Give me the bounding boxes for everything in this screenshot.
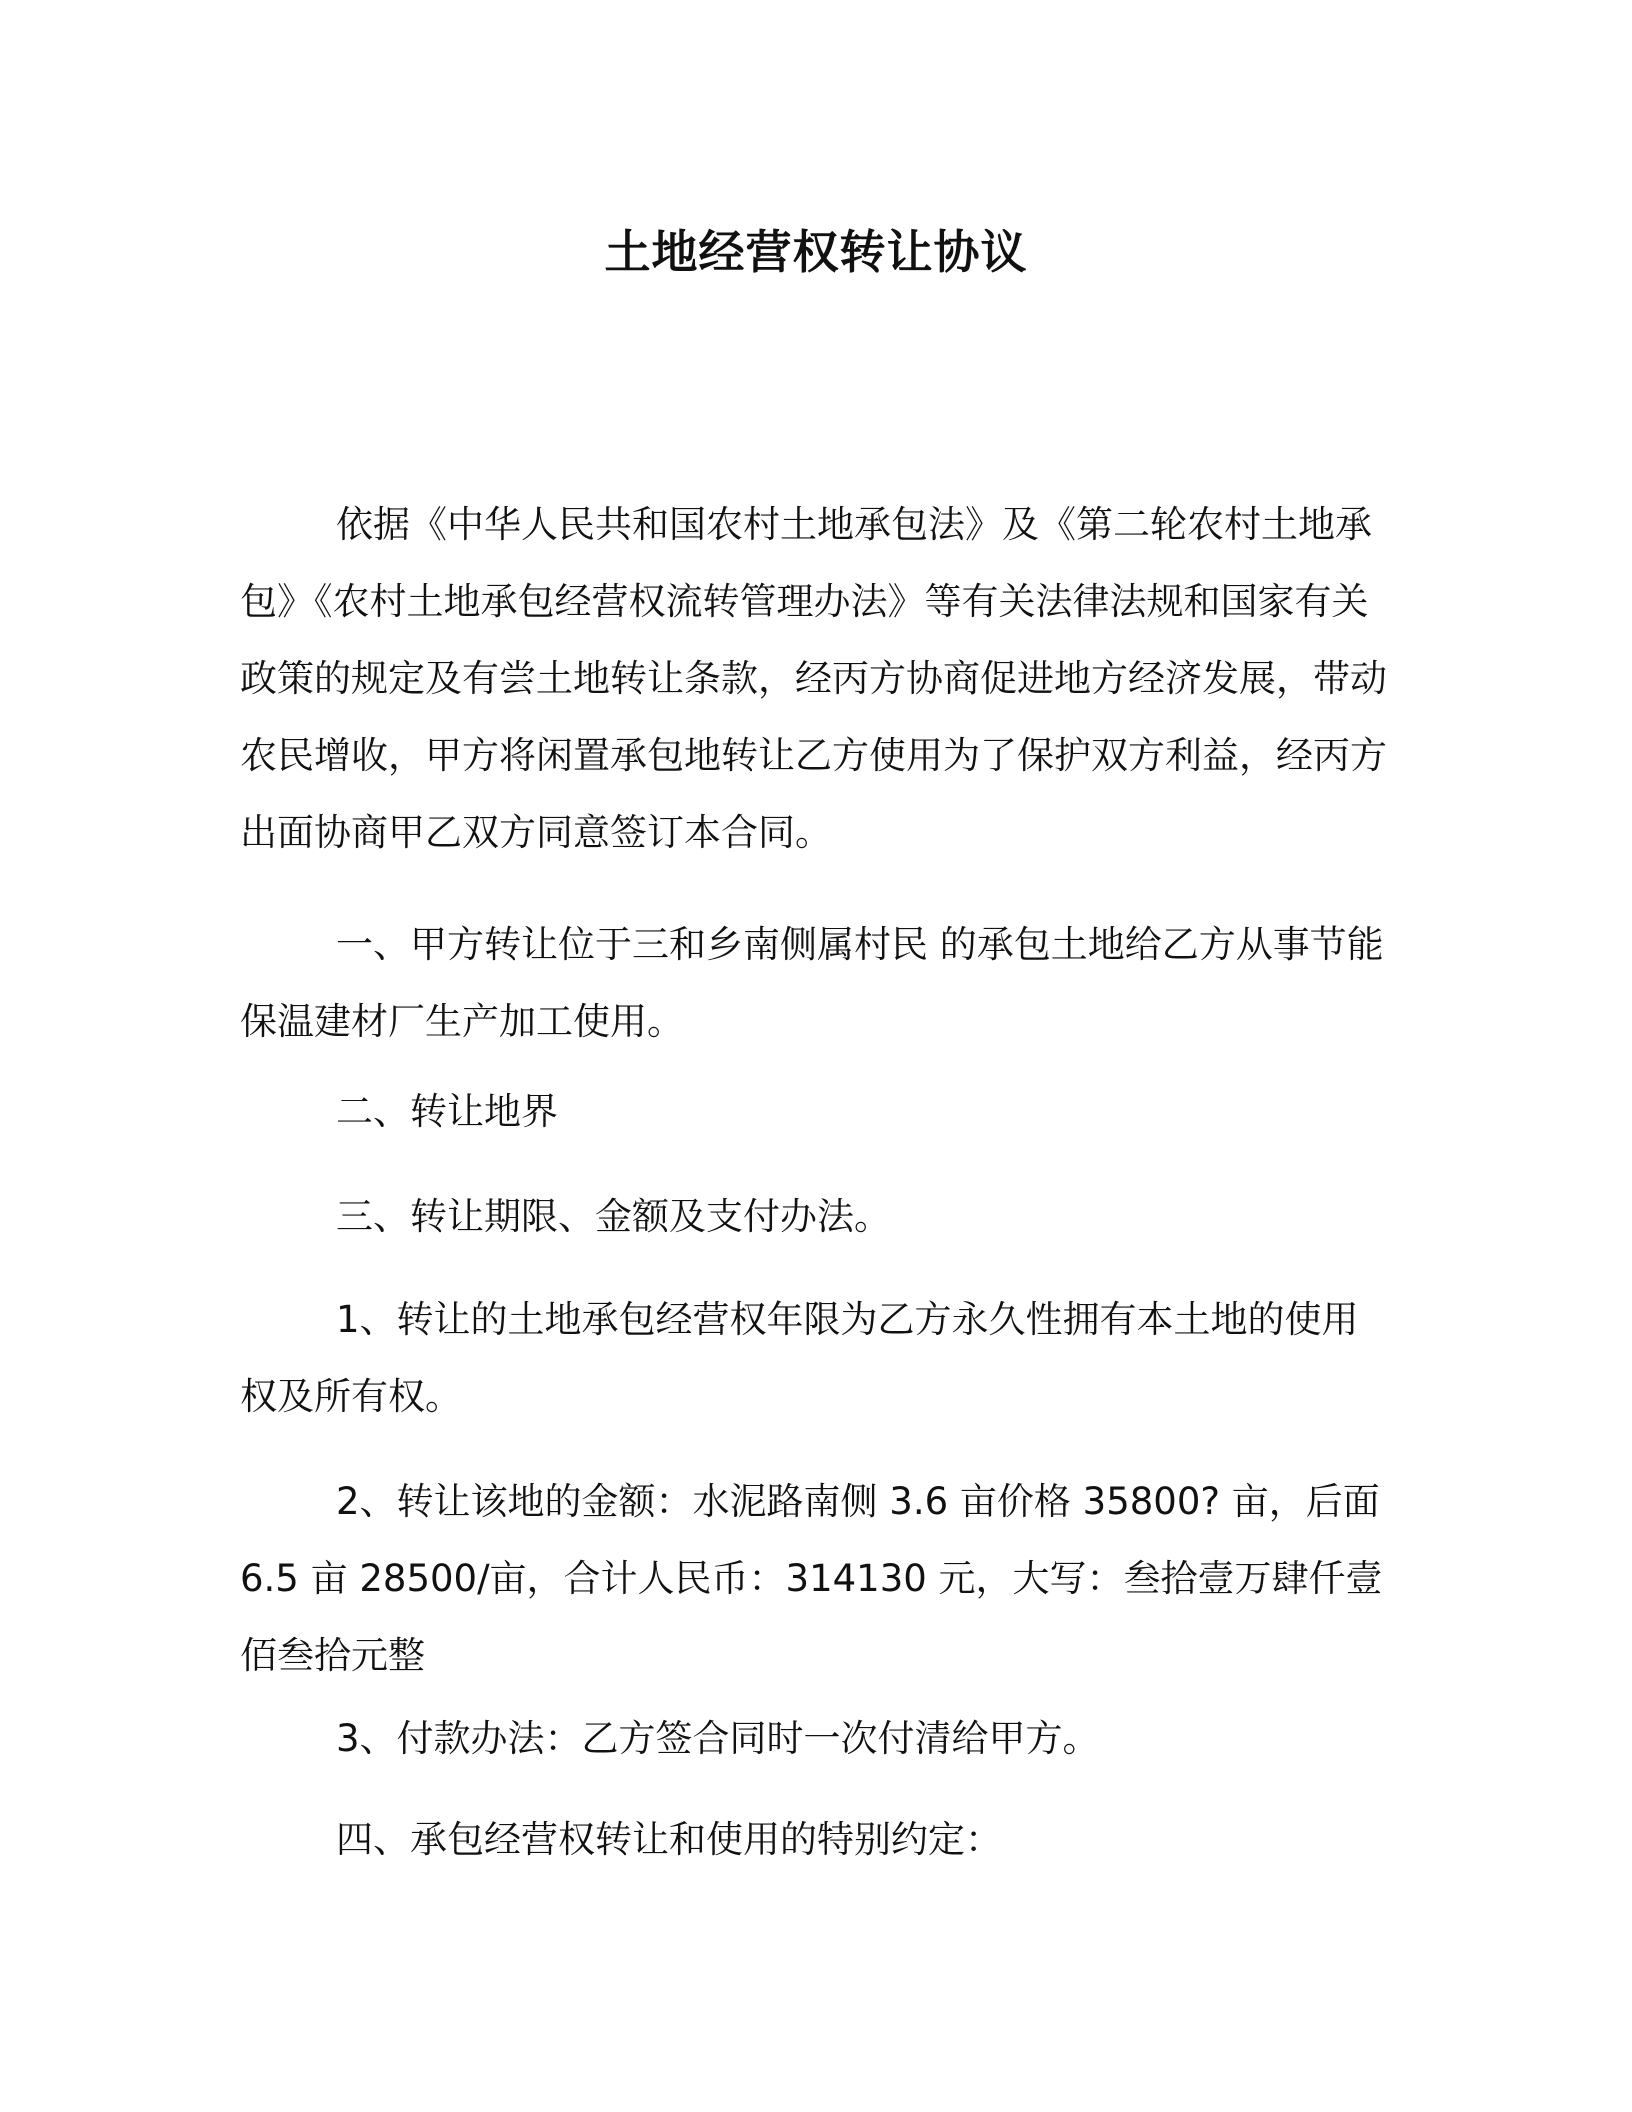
paragraph-clause-4: 四、承包经营权转让和使用的特别约定：	[336, 1818, 1002, 1861]
paragraph-clause-3-3: 3、付款办法：乙方签合同时一次付清给甲方。	[336, 1717, 1100, 1760]
paragraph-clause-2: 二、转让地界	[336, 1090, 558, 1133]
paragraph-clause-3-2: 2、转让该地的金额：水泥路南侧 3.6 亩价格 35800? 亩，后面 6.5 亩 28500/亩，合计人民币：314130 元，大写：叁拾壹万肆仟壹佰叁拾元整	[240, 1480, 1383, 1677]
paragraph-intro: 依据《中华人民共和国农村土地承包法》及《第二轮农村土地承包》《农村土地承包经营权流转管理办法》等有关法律法规和国家有关政策的规定及有尝土地转让条款，经丙方协商促进地方经济发展，带动农民增收，甲方将闲置承包地转让乙方使用为了保护双方利益，经丙方出面协商甲乙双方同意签订本合同。	[240, 503, 1387, 854]
paragraph-clause-1: 一、甲方转让位于三和乡南侧属村民 的承包土地给乙方从事节能保温建材厂生产加工使用。	[240, 923, 1384, 1043]
document-title: 土地经营权转让协议	[604, 225, 1028, 279]
paragraph-clause-3: 三、转让期限、金额及支付办法。	[336, 1195, 891, 1238]
paragraph-clause-3-1: 1、转让的土地承包经营权年限为乙方永久性拥有本土地的使用权及所有权。	[240, 1298, 1359, 1418]
